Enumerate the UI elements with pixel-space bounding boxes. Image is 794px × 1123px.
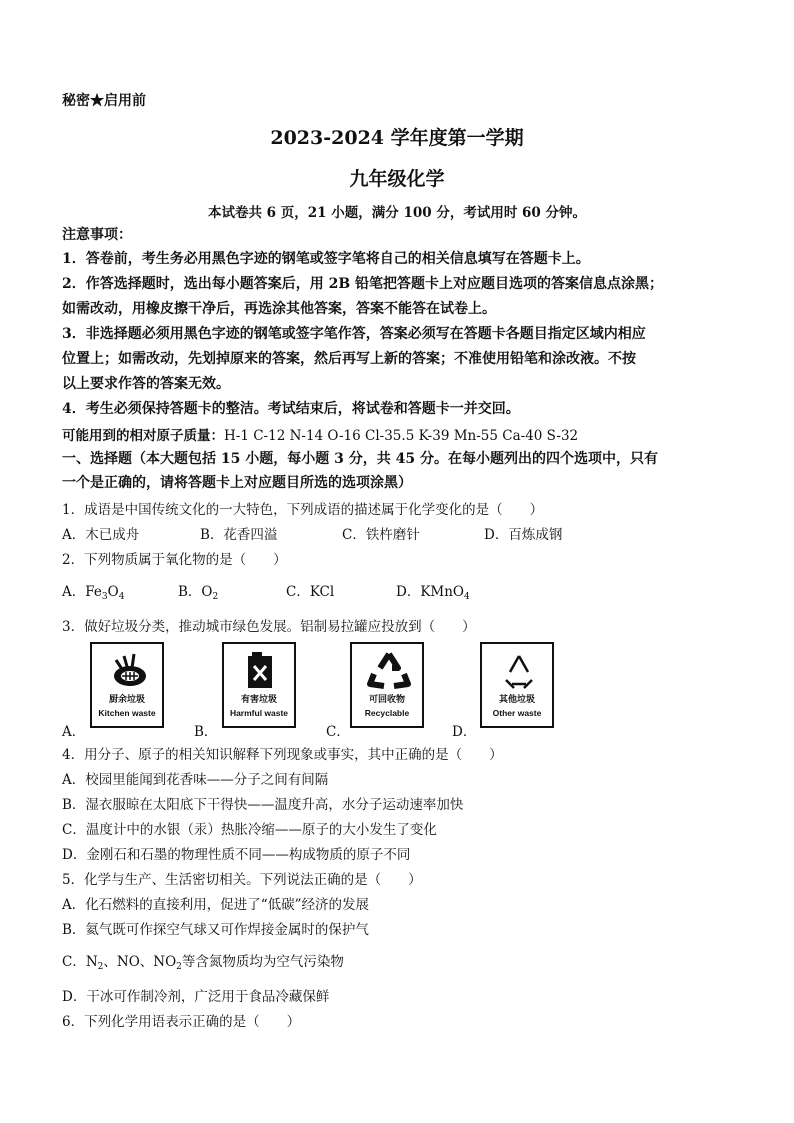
q5-option-d: D．干冰可作制冷剂，广泛用于食品冷藏保鲜 [62,989,330,1005]
q3-option-b: B． [194,724,218,740]
q5-stem: 5．化学与生产、生活密切相关。下列说法正确的是（ ） [62,872,422,888]
recycle-icon [364,650,414,692]
note-4: 4．考生必须保持答题卡的整洁。考试结束后，将试卷和答题卡一并交回。 [62,401,520,417]
q1-option-d: D．百炼成钢 [484,527,563,543]
bin-label-en: Kitchen waste [98,708,156,718]
q4-option-b: B．湿衣服晾在太阳底下干得快——温度升高，水分子运动速率加快 [62,797,464,813]
exam-info: 本试卷共 6 页，21 小题，满分 100 分，考试用时 60 分钟。 [207,205,587,221]
q4-stem: 4．用分子、原子的相关知识解释下列现象或事实，其中正确的是（ ） [62,747,503,763]
q5-option-c: C．$N_2$、NO、$NO_2$等含氮物质均为空气污染物 [62,954,344,972]
kitchen-waste-bin-icon [90,642,164,728]
confidential-mark: 秘密★启用前 [62,93,146,109]
bin-label-cn: 有害垃圾 [240,695,277,705]
section-1-heading-cont: 一个是正确的，请将答题卡上对应题目所选的选项涂黑） [62,475,412,491]
q2-option-a: A．$Fe_3O_4$ [62,584,125,602]
bin-label-cn: 其他垃圾 [498,695,535,705]
q2-option-b: B．$O_2$ [178,584,219,602]
atomic-masses-label: 可能用到的相对原子质量： [62,428,224,444]
q5-option-b: B．氦气既可作探空气球又可作焊接金属时的保护气 [62,922,369,938]
note-2-cont: 如需改动，用橡皮擦干净后，再选涂其他答案，答案不能答在试卷上。 [62,301,496,317]
fish-bone-icon [104,650,154,692]
q3-stem: 3．做好垃圾分类，推动城市绿色发展。铝制易拉罐应投放到（ ） [62,619,476,635]
q1-option-c: C．铁杵磨针 [342,527,420,543]
bin-label-en: Harmful waste [229,708,289,718]
note-3: 3．非选择题必须用黑色字迹的钢笔或签字笔作答，答案必须写在答题卡各题目指定区域内相应 [62,326,646,342]
other-waste-bin-icon [480,642,554,728]
q3-option-d: D． [452,724,477,740]
q2-stem: 2．下列物质属于氧化物的是（ ） [62,552,287,568]
section-1-heading: 一、选择题（本大题包括 15 小题，每小题 3 分，共 45 分。在每小题列出的四个选项中，只有 [62,451,658,467]
q2-option-d: D．KMnO$_4$ [396,584,470,602]
atomic-masses [62,424,578,444]
q5-option-a: A．化石燃料的直接利用，促进了“低碳”经济的发展 [62,897,370,913]
bin-label-cn: 可回收物 [368,695,405,705]
harmful-waste-bin-icon [222,642,296,728]
q4-option-c: C．温度计中的水银（汞）热胀冷缩——原子的大小发生了变化 [62,822,437,838]
q4-option-d: D．金刚石和石墨的物理性质不同——构成物质的原子不同 [62,847,411,863]
note-3-cont2: 以上要求作答的答案无效。 [62,376,230,392]
note-2: 2．作答选择题时，选出每小题答案后，用 2B 铅笔把答题卡上对应题目选项的答案信息点涂黑； [62,276,664,292]
battery-icon [236,650,286,692]
atomic-masses-values: H-1 C-12 N-14 O-16 Cl-35.5 K-39 Mn-55 Ca-40 S-32 [224,428,579,444]
q1-option-b: B．花香四溢 [200,527,278,543]
note-1: 1．答卷前，考生务必用黑色字迹的钢笔或签字笔将自己的相关信息填写在答题卡上。 [62,251,590,267]
q1-option-a: A．木已成舟 [62,527,140,543]
q4-option-a: A．校园里能闻到花香味——分子之间有间隔 [62,772,329,788]
bin-label-en: Recyclable [364,708,410,718]
q6-stem: 6．下列化学用语表示正确的是（ ） [62,1014,301,1030]
triangle-arrows-icon [494,650,544,692]
bin-label-cn: 厨余垃圾 [108,695,145,705]
notes-heading: 注意事项： [62,227,132,243]
bin-label-en: Other waste [492,708,542,718]
note-3-cont: 位置上；如需改动，先划掉原来的答案，然后再写上新的答案；不准使用铅笔和涂改液。不按 [62,351,636,367]
q2-option-c: C．KCl [286,584,335,600]
q3-option-a: A． [62,724,86,740]
q3-option-c: C． [326,724,350,740]
recyclable-bin-icon [350,642,424,728]
exam-title: 2023-2024 学年度第一学期 [270,127,524,149]
exam-subject: 九年级化学 [349,168,445,190]
q1-stem: 1．成语是中国传统文化的一大特色，下列成语的描述属于化学变化的是（ ） [62,502,544,518]
